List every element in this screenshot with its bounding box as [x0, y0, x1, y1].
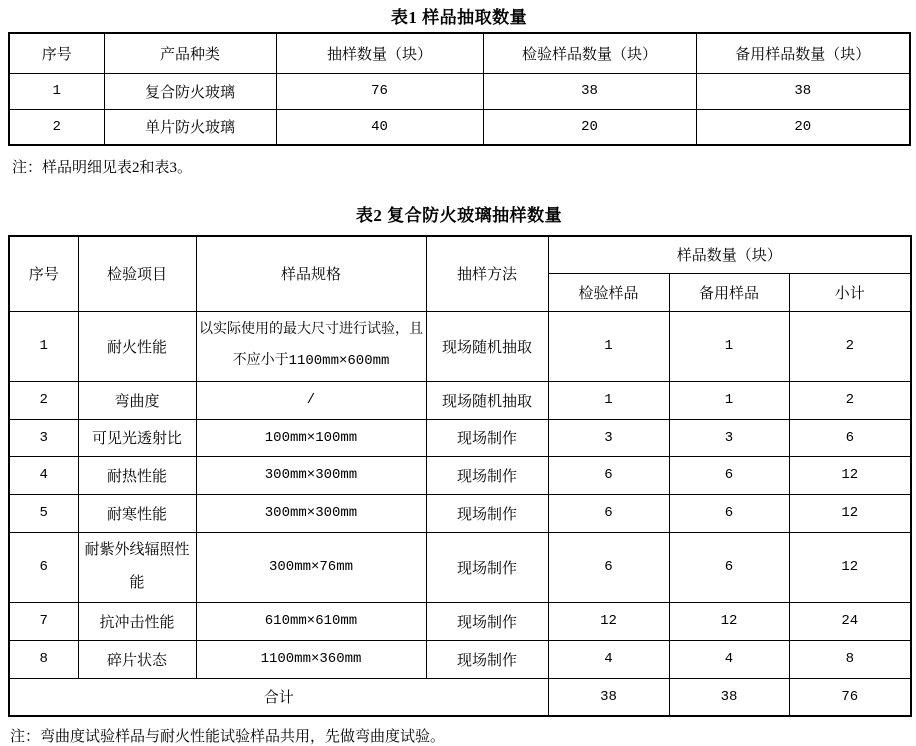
table2-header-sample-spec: 样品规格 [196, 236, 426, 311]
table2-note: 注：弯曲度试验样品与耐火性能试验样品共用，先做弯曲度试验。 [10, 729, 446, 745]
table2-cell-test-qty: 4 [548, 640, 669, 678]
table2-cell-test-qty: 1 [548, 381, 669, 419]
table1-row [9, 109, 910, 145]
table2-cell-test-qty: 6 [548, 494, 669, 532]
table2-cell-sample-spec: / [196, 381, 426, 419]
table2-total-spare-qty: 38 [669, 678, 789, 716]
table2-cell-sampling-method: 现场随机抽取 [426, 311, 548, 381]
table1-cell-sampling-qty: 76 [276, 73, 483, 109]
table2-cell-subtotal-qty: 24 [789, 602, 911, 640]
table2-row [9, 311, 911, 381]
table2-cell-sample-spec: 100mm×100mm [196, 419, 426, 456]
table2-header-test-sample: 检验样品 [548, 273, 669, 311]
table1-cell-sampling-qty: 40 [276, 109, 483, 145]
table2-row [9, 532, 911, 602]
table2-cell-sample-spec: 300mm×300mm [196, 494, 426, 532]
table2-total-test-qty: 38 [548, 678, 669, 716]
table2-cell-serial: 6 [9, 532, 78, 602]
table2-cell-sampling-method: 现场制作 [426, 456, 548, 494]
table1-cell-product-type: 单片防火玻璃 [104, 109, 276, 145]
table2-cell-sample-spec: 300mm×300mm [196, 456, 426, 494]
table2-cell-sample-spec: 610mm×610mm [196, 602, 426, 640]
table1-header-row [9, 33, 910, 73]
table2-cell-spare-qty: 1 [669, 311, 789, 381]
table2-cell-test-item: 耐火性能 [78, 311, 196, 381]
table2-cell-subtotal-qty: 8 [789, 640, 911, 678]
table2-cell-subtotal-qty: 2 [789, 311, 911, 381]
table2-cell-test-item: 抗冲击性能 [78, 602, 196, 640]
table2-cell-test-item: 可见光透射比 [78, 419, 196, 456]
table2-cell-spare-qty: 4 [669, 640, 789, 678]
table2-cell-sampling-method: 现场制作 [426, 494, 548, 532]
table2-cell-test-qty: 6 [548, 456, 669, 494]
table2-cell-test-qty: 12 [548, 602, 669, 640]
table1-sample-extraction [8, 32, 911, 146]
table2-cell-test-qty: 1 [548, 311, 669, 381]
table2-cell-test-item: 耐热性能 [78, 456, 196, 494]
table2-cell-sample-spec: 1100mm×360mm [196, 640, 426, 678]
table2-cell-sampling-method: 现场制作 [426, 532, 548, 602]
table2-row [9, 419, 911, 456]
table2-cell-subtotal-qty: 12 [789, 532, 911, 602]
table1-row [9, 73, 910, 109]
table2-cell-spare-qty: 6 [669, 494, 789, 532]
table1-header-spare-sample-qty: 备用样品数量（块） [696, 33, 910, 73]
table2-cell-serial: 1 [9, 311, 78, 381]
table2-header-spare-sample: 备用样品 [669, 273, 789, 311]
table2-cell-spare-qty: 3 [669, 419, 789, 456]
table2-cell-sampling-method: 现场制作 [426, 602, 548, 640]
table2-cell-test-item: 碎片状态 [78, 640, 196, 678]
table1-cell-serial: 1 [9, 73, 104, 109]
table2-cell-spare-qty: 6 [669, 532, 789, 602]
table2-header-sampling-method: 抽样方法 [426, 236, 548, 311]
table2-row [9, 456, 911, 494]
table1-header-test-sample-qty: 检验样品数量（块） [483, 33, 696, 73]
table2-cell-test-qty: 6 [548, 532, 669, 602]
table2-cell-sampling-method: 现场制作 [426, 640, 548, 678]
table2-total-label: 合计 [9, 678, 548, 716]
table2-total-subtotal-qty: 76 [789, 678, 911, 716]
table2-cell-subtotal-qty: 2 [789, 381, 911, 419]
table1-cell-test-sample-qty: 20 [483, 109, 696, 145]
table2-cell-sample-spec: 300mm×76mm [196, 532, 426, 602]
table1-header-product-type: 产品种类 [104, 33, 276, 73]
table2-cell-test-item: 弯曲度 [78, 381, 196, 419]
table1-cell-spare-sample-qty: 38 [696, 73, 910, 109]
table2-cell-serial: 7 [9, 602, 78, 640]
table2-cell-test-qty: 3 [548, 419, 669, 456]
table2-header-sample-qty-group: 样品数量（块） [548, 236, 911, 273]
table2-row [9, 602, 911, 640]
table2-header-row-1 [9, 236, 911, 273]
table1-note: 注：样品明细见表2和表3。 [12, 160, 193, 176]
table1-cell-serial: 2 [9, 109, 104, 145]
table2-row [9, 381, 911, 419]
table2-cell-sampling-method: 现场随机抽取 [426, 381, 548, 419]
table2-title: 表2 复合防火玻璃抽样数量 [355, 206, 563, 225]
table2-cell-subtotal-qty: 6 [789, 419, 911, 456]
table2-row [9, 640, 911, 678]
table2-cell-spare-qty: 12 [669, 602, 789, 640]
table2-cell-sample-spec: 以实际使用的最大尺寸进行试验，且不应小于1100mm×600mm [196, 311, 426, 381]
table2-cell-subtotal-qty: 12 [789, 494, 911, 532]
table2-cell-serial: 4 [9, 456, 78, 494]
table2-row [9, 494, 911, 532]
table1-cell-product-type: 复合防火玻璃 [104, 73, 276, 109]
table2-header-serial: 序号 [9, 236, 78, 311]
table2-cell-serial: 8 [9, 640, 78, 678]
table2-cell-serial: 5 [9, 494, 78, 532]
table1-title: 表1 样品抽取数量 [390, 8, 528, 27]
table1-cell-spare-sample-qty: 20 [696, 109, 910, 145]
table1-header-sampling-qty: 抽样数量（块） [276, 33, 483, 73]
table2-cell-spare-qty: 1 [669, 381, 789, 419]
table2-cell-spare-qty: 6 [669, 456, 789, 494]
table2-total-row [9, 678, 911, 716]
table2-cell-test-item: 耐紫外线辐照性能 [78, 532, 196, 602]
table2-cell-serial: 2 [9, 381, 78, 419]
table2-cell-test-item: 耐寒性能 [78, 494, 196, 532]
table1-cell-test-sample-qty: 38 [483, 73, 696, 109]
table2-cell-serial: 3 [9, 419, 78, 456]
table2-cell-sampling-method: 现场制作 [426, 419, 548, 456]
table2-composite-glass-sampling [8, 235, 912, 717]
table1-header-serial: 序号 [9, 33, 104, 73]
table2-header-subtotal: 小计 [789, 273, 911, 311]
table2-header-test-item: 检验项目 [78, 236, 196, 311]
table2-cell-subtotal-qty: 12 [789, 456, 911, 494]
